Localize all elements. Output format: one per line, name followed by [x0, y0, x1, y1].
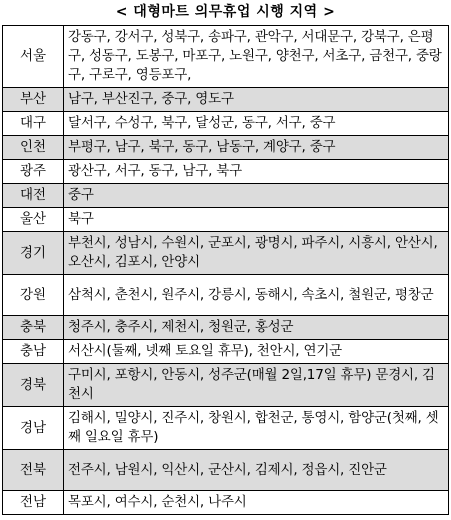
region-cities: 달서구, 수성구, 북구, 달성군, 동구, 서구, 중구 — [64, 112, 449, 136]
region-cities: 부천시, 성남시, 수원시, 군포시, 광명시, 파주시, 시흥시, 안산시, 오산시, 김포시, 안양시 — [64, 232, 449, 275]
region-cities: 중구 — [64, 184, 449, 208]
region-name: 경남 — [3, 407, 64, 450]
region-cities: 삼척시, 춘천시, 원주시, 강릉시, 동해시, 속초시, 철원군, 평창군 — [64, 275, 449, 316]
table-row-busan — [3, 88, 449, 112]
table-row-gyeonggi — [3, 232, 449, 275]
region-name: 인천 — [3, 136, 64, 160]
table-row-gwangju — [3, 160, 449, 184]
table-row-ulsan — [3, 208, 449, 232]
table-row-daejeon — [3, 184, 449, 208]
table-row-jeonnam — [3, 491, 449, 515]
table-row-daegu — [3, 112, 449, 136]
table-row-gyeongbuk — [3, 364, 449, 407]
region-name: 부산 — [3, 88, 64, 112]
region-name: 경북 — [3, 364, 64, 407]
table-row-chungnam — [3, 340, 449, 364]
region-name: 서울 — [3, 26, 64, 88]
region-name: 울산 — [3, 208, 64, 232]
region-name: 경기 — [3, 232, 64, 275]
region-cities: 광산구, 서구, 동구, 남구, 북구 — [64, 160, 449, 184]
region-cities: 강동구, 강서구, 성북구, 송파구, 관악구, 서대문구, 강북구, 은평구, 성동구, 도봉구, 마포구, 노원구, 양천구, 서초구, 금천구, 중랑구, 구로구, 영등포구, — [64, 26, 449, 88]
region-name: 충북 — [3, 316, 64, 340]
page-title: < 대형마트 의무휴업 시행 지역 > — [115, 4, 336, 20]
table-row-jeonbuk — [3, 450, 449, 491]
region-cities: 부평구, 남구, 북구, 동구, 남동구, 계양구, 중구 — [64, 136, 449, 160]
region-cities: 구미시, 포항시, 안동시, 성주군(매월 2일,17일 휴무) 문경시, 김천시 — [64, 364, 449, 407]
table-row-gangwon — [3, 275, 449, 316]
region-name: 전북 — [3, 450, 64, 491]
region-cities: 서산시(둘째, 넷째 토요일 휴무), 천안시, 연기군 — [64, 340, 449, 364]
region-cities: 김해시, 밀양시, 진주시, 창원시, 합천군, 통영시, 함양군(첫째, 셋째 일요일 휴무) — [64, 407, 449, 450]
table-row-gyeongnam — [3, 407, 449, 450]
region-name: 충남 — [3, 340, 64, 364]
region-name: 광주 — [3, 160, 64, 184]
region-name: 대구 — [3, 112, 64, 136]
table-row-incheon — [3, 136, 449, 160]
regions-table — [2, 25, 449, 515]
region-cities: 목포시, 여수시, 순천시, 나주시 — [64, 491, 449, 515]
region-cities: 전주시, 남원시, 익산시, 군산시, 김제시, 정읍시, 진안군 — [64, 450, 449, 491]
region-name: 대전 — [3, 184, 64, 208]
table-row-seoul — [3, 26, 449, 88]
region-cities: 청주시, 충주시, 제천시, 청원군, 홍성군 — [64, 316, 449, 340]
region-cities: 북구 — [64, 208, 449, 232]
region-name: 전남 — [3, 491, 64, 515]
table-row-chungbuk — [3, 316, 449, 340]
region-cities: 남구, 부산진구, 중구, 영도구 — [64, 88, 449, 112]
region-name: 강원 — [3, 275, 64, 316]
